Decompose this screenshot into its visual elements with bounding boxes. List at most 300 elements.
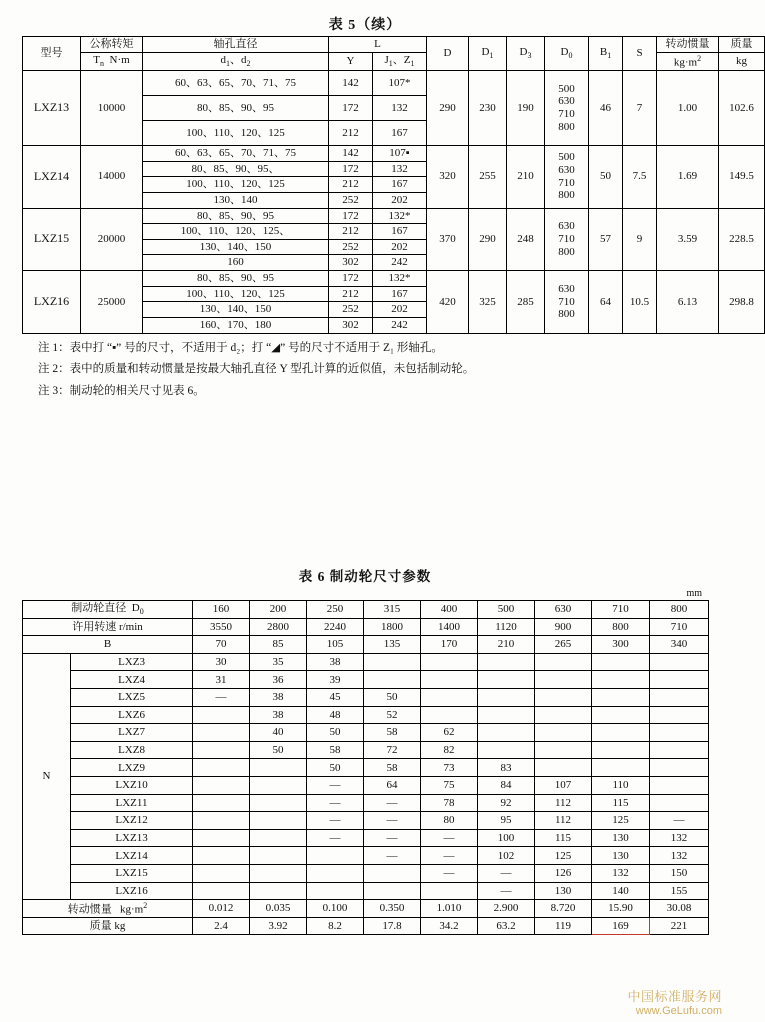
- table6-row-diameter: [23, 601, 709, 619]
- watermark-line-1: 中国标准服务网: [627, 989, 722, 1005]
- cell-torque: 14000: [81, 145, 143, 208]
- cell-N: 64: [364, 776, 421, 794]
- cell-mass-highlighted: 169: [592, 917, 650, 935]
- table-row: [23, 882, 709, 900]
- cell-L-J1Z1: 202: [373, 239, 427, 255]
- cell-N: 48: [307, 706, 364, 724]
- cell-N: [193, 812, 250, 830]
- cell-B1: 57: [589, 208, 623, 271]
- table-row: [23, 724, 709, 742]
- th-D0: $D_0$: [545, 37, 589, 71]
- cell-diameter: 710: [592, 601, 650, 619]
- th-model: 型号: [23, 37, 81, 71]
- cell-N: [250, 794, 307, 812]
- d0-value: 800: [558, 189, 575, 202]
- cell-L-J1Z1: 202: [373, 302, 427, 318]
- cell-D3: 248: [507, 208, 545, 271]
- cell-bore: 100、110、120、125: [143, 177, 329, 193]
- table5: [22, 36, 765, 334]
- cell-L-Y: 142: [329, 70, 373, 95]
- th-S: S: [623, 37, 657, 71]
- cell-diameter: 315: [364, 601, 421, 619]
- cell-N: [535, 724, 592, 742]
- table6-row-inertia: [23, 900, 709, 918]
- cell-N: 38: [307, 653, 364, 671]
- cell-mass: 8.2: [307, 917, 364, 935]
- cell-L-J1Z1: 107▪: [373, 145, 427, 161]
- cell-N: 115: [592, 794, 650, 812]
- cell-N: [421, 882, 478, 900]
- cell-L-Y: 302: [329, 255, 373, 271]
- cell-D3: 210: [507, 145, 545, 208]
- d0-value: 630: [558, 282, 575, 295]
- cell-N: 107: [535, 776, 592, 794]
- th-inertia-2: $kg\cdot m^2$: [657, 52, 719, 70]
- cell-N: [592, 724, 650, 742]
- cell-N: [421, 688, 478, 706]
- cell-N: 31: [193, 671, 250, 689]
- cell-mass: 63.2: [478, 917, 535, 935]
- table-row: [23, 145, 765, 161]
- cell-N: —: [307, 812, 364, 830]
- cell-L-Y: 212: [329, 286, 373, 302]
- table6-title-wrap: [0, 565, 730, 585]
- cell-N: [650, 653, 709, 671]
- cell-N: 73: [421, 759, 478, 777]
- cell-B1: 46: [589, 70, 623, 145]
- cell-speed: 2800: [250, 618, 307, 636]
- cell-speed: 1400: [421, 618, 478, 636]
- cell-B: 210: [478, 636, 535, 654]
- th-mass-1: 质量: [719, 37, 765, 53]
- table6-wrapper: [22, 600, 708, 935]
- cell-N: [650, 776, 709, 794]
- table6-unit: mm: [686, 588, 702, 599]
- cell-model: LXZ4: [71, 671, 193, 689]
- cell-diameter: 160: [193, 601, 250, 619]
- cell-diameter: 200: [250, 601, 307, 619]
- cell-N: [535, 741, 592, 759]
- watermark-line-2: www.GeLufu.com: [635, 1004, 722, 1017]
- cell-N: 52: [364, 706, 421, 724]
- d0-value: 800: [558, 120, 575, 133]
- cell-N: 39: [307, 671, 364, 689]
- cell-model: LXZ10: [71, 776, 193, 794]
- cell-N: 82: [421, 741, 478, 759]
- cell-model: LXZ12: [71, 812, 193, 830]
- cell-N: 38: [250, 706, 307, 724]
- cell-N: 132: [592, 864, 650, 882]
- cell-diameter: 500: [478, 601, 535, 619]
- cell-B: 300: [592, 636, 650, 654]
- table-row: [23, 847, 709, 865]
- label-B: B: [23, 636, 193, 654]
- cell-N: [592, 653, 650, 671]
- cell-mass: 228.5: [719, 208, 765, 271]
- cell-N: 58: [307, 741, 364, 759]
- cell-N: 50: [307, 724, 364, 742]
- cell-N: [535, 653, 592, 671]
- cell-N: 45: [307, 688, 364, 706]
- th-D: D: [427, 37, 469, 71]
- cell-mass: 17.8: [364, 917, 421, 935]
- cell-N: 78: [421, 794, 478, 812]
- cell-bore: 100、110、120、125、: [143, 224, 329, 240]
- cell-N: 100: [478, 829, 535, 847]
- cell-N: [250, 776, 307, 794]
- cell-N: 38: [250, 688, 307, 706]
- cell-N: [307, 864, 364, 882]
- cell-L-J1Z1: 107*: [373, 70, 427, 95]
- cell-L-J1Z1: 132: [373, 161, 427, 177]
- table-row: [23, 812, 709, 830]
- th-torque-1: 公称转矩: [81, 37, 143, 53]
- cell-N: —: [307, 794, 364, 812]
- cell-N: 130: [592, 847, 650, 865]
- table6-row-B: [23, 636, 709, 654]
- cell-L-J1Z1: 167: [373, 120, 427, 145]
- cell-N: [650, 741, 709, 759]
- cell-N: [478, 741, 535, 759]
- cell-N: [193, 882, 250, 900]
- cell-model: LXZ14: [71, 847, 193, 865]
- cell-S: 10.5: [623, 271, 657, 334]
- th-inertia-1: 转动惯量: [657, 37, 719, 53]
- cell-S: 7.5: [623, 145, 657, 208]
- cell-L-Y: 252: [329, 302, 373, 318]
- cell-N: 125: [535, 847, 592, 865]
- table6-title: 表 6 制动轮尺寸参数: [298, 569, 432, 584]
- cell-N: 35: [250, 653, 307, 671]
- cell-inertia: 0.035: [250, 900, 307, 918]
- cell-L-J1Z1: 132: [373, 95, 427, 120]
- cell-N: 36: [250, 671, 307, 689]
- cell-N: 84: [478, 776, 535, 794]
- th-L: L: [329, 37, 427, 53]
- cell-N: 125: [592, 812, 650, 830]
- cell-N: [650, 688, 709, 706]
- watermark: [627, 989, 722, 1018]
- cell-L-Y: 172: [329, 95, 373, 120]
- cell-N: 50: [250, 741, 307, 759]
- cell-N: [592, 741, 650, 759]
- cell-diameter: 400: [421, 601, 478, 619]
- cell-N: —: [478, 882, 535, 900]
- cell-N: [193, 759, 250, 777]
- label-diameter: 制动轮直径 $D_0$: [23, 601, 193, 619]
- cell-N: [650, 671, 709, 689]
- cell-N: [592, 671, 650, 689]
- label-speed: 许用转速 r/min: [23, 618, 193, 636]
- cell-N: 75: [421, 776, 478, 794]
- d0-value: 500: [558, 82, 575, 95]
- cell-N: [650, 759, 709, 777]
- cell-D1: 255: [469, 145, 507, 208]
- table-row: [23, 864, 709, 882]
- cell-bore: 60、63、65、70、71、75: [143, 145, 329, 161]
- cell-S: 9: [623, 208, 657, 271]
- cell-L-Y: 252: [329, 239, 373, 255]
- th-bore-sub: $d_1$、$d_2$: [143, 52, 329, 70]
- cell-N: 83: [478, 759, 535, 777]
- cell-model: LXZ6: [71, 706, 193, 724]
- cell-N: [364, 882, 421, 900]
- cell-N: [307, 882, 364, 900]
- cell-N: [478, 671, 535, 689]
- cell-inertia: 0.012: [193, 900, 250, 918]
- d0-value: 710: [558, 232, 575, 245]
- cell-N: [650, 794, 709, 812]
- cell-inertia: 1.00: [657, 70, 719, 145]
- cell-bore: 100、110、120、125: [143, 286, 329, 302]
- cell-D: 370: [427, 208, 469, 271]
- cell-N: 130: [592, 829, 650, 847]
- cell-N: —: [364, 794, 421, 812]
- cell-model: LXZ16: [71, 882, 193, 900]
- cell-L-Y: 212: [329, 224, 373, 240]
- cell-speed: 1800: [364, 618, 421, 636]
- cell-N: 102: [478, 847, 535, 865]
- cell-D0: [545, 208, 589, 271]
- cell-D1: 230: [469, 70, 507, 145]
- cell-B: 85: [250, 636, 307, 654]
- cell-N: 50: [307, 759, 364, 777]
- th-torque-2: $T_n$ N·m: [81, 52, 143, 70]
- cell-inertia: 30.08: [650, 900, 709, 918]
- cell-D1: 290: [469, 208, 507, 271]
- table-row: [23, 759, 709, 777]
- table5-title: 表 5（续）: [328, 18, 402, 33]
- cell-N: 130: [535, 882, 592, 900]
- cell-inertia: 1.69: [657, 145, 719, 208]
- cell-inertia: 0.350: [364, 900, 421, 918]
- cell-mass: 221: [650, 917, 709, 935]
- d0-value: 710: [558, 176, 575, 189]
- cell-speed: 800: [592, 618, 650, 636]
- cell-N: —: [421, 847, 478, 865]
- cell-bore: 160: [143, 255, 329, 271]
- table-row: [23, 70, 765, 95]
- cell-N: —: [193, 688, 250, 706]
- th-bore: 轴孔直径: [143, 37, 329, 53]
- cell-inertia: 6.13: [657, 271, 719, 334]
- cell-speed: 1120: [478, 618, 535, 636]
- cell-N: 110: [592, 776, 650, 794]
- cell-N: [250, 829, 307, 847]
- cell-N: 58: [364, 724, 421, 742]
- cell-speed: 3550: [193, 618, 250, 636]
- cell-model: LXZ15: [71, 864, 193, 882]
- table-row: [23, 794, 709, 812]
- cell-B: 70: [193, 636, 250, 654]
- cell-inertia: 15.90: [592, 900, 650, 918]
- cell-speed: 2240: [307, 618, 364, 636]
- cell-L-J1Z1: 242: [373, 255, 427, 271]
- d0-value: 630: [558, 164, 575, 177]
- cell-N: [650, 706, 709, 724]
- cell-L-Y: 212: [329, 177, 373, 193]
- cell-model: LXZ11: [71, 794, 193, 812]
- d0-value: 630: [558, 95, 575, 108]
- cell-L-J1Z1: 132*: [373, 208, 427, 224]
- cell-L-J1Z1: 167: [373, 177, 427, 193]
- cell-N: 132: [650, 847, 709, 865]
- cell-N: [421, 671, 478, 689]
- cell-N: —: [307, 776, 364, 794]
- cell-N: [250, 812, 307, 830]
- cell-B: 265: [535, 636, 592, 654]
- cell-torque: 20000: [81, 208, 143, 271]
- cell-diameter: 630: [535, 601, 592, 619]
- cell-N: 72: [364, 741, 421, 759]
- cell-N: 58: [364, 759, 421, 777]
- cell-L-Y: 172: [329, 161, 373, 177]
- cell-N: —: [421, 864, 478, 882]
- cell-mass: 2.4: [193, 917, 250, 935]
- cell-L-Y: 302: [329, 317, 373, 333]
- cell-inertia: 0.100: [307, 900, 364, 918]
- cell-D3: 190: [507, 70, 545, 145]
- cell-D0: [545, 70, 589, 145]
- cell-N: 150: [650, 864, 709, 882]
- th-L-Y: Y: [329, 52, 373, 70]
- cell-N: —: [364, 812, 421, 830]
- cell-N: 92: [478, 794, 535, 812]
- cell-D3: 285: [507, 271, 545, 334]
- cell-model: LXZ13: [71, 829, 193, 847]
- cell-L-Y: 142: [329, 145, 373, 161]
- cell-L-J1Z1: 167: [373, 286, 427, 302]
- cell-inertia: 8.720: [535, 900, 592, 918]
- cell-N: [193, 776, 250, 794]
- cell-N: [193, 741, 250, 759]
- cell-N: [364, 671, 421, 689]
- cell-N: [421, 653, 478, 671]
- cell-N: 80: [421, 812, 478, 830]
- table6-row-speed: [23, 618, 709, 636]
- cell-L-Y: 252: [329, 192, 373, 208]
- cell-mass: 34.2: [421, 917, 478, 935]
- cell-N: [535, 706, 592, 724]
- note-2: 注 2：表中的质量和转动惯量是按最大轴孔直径 Y 型孔计算的近似值，未包括制动轮。: [38, 363, 475, 376]
- cell-N: [478, 653, 535, 671]
- cell-torque: 25000: [81, 271, 143, 334]
- cell-N: [592, 688, 650, 706]
- cell-D: 420: [427, 271, 469, 334]
- cell-D: 290: [427, 70, 469, 145]
- cell-L-J1Z1: 132*: [373, 271, 427, 287]
- cell-N: [193, 847, 250, 865]
- label-N: N: [23, 653, 71, 899]
- th-mass-2: kg: [719, 52, 765, 70]
- table6-row-mass: [23, 917, 709, 935]
- cell-N: [478, 724, 535, 742]
- th-D1: $D_1$: [469, 37, 507, 71]
- table5-wrapper: [22, 36, 754, 403]
- d0-value: 710: [558, 107, 575, 120]
- table-row: [23, 741, 709, 759]
- cell-N: [592, 759, 650, 777]
- cell-N: 62: [421, 724, 478, 742]
- th-D3: $D_3$: [507, 37, 545, 71]
- cell-inertia: 2.900: [478, 900, 535, 918]
- cell-N: —: [421, 829, 478, 847]
- cell-B1: 50: [589, 145, 623, 208]
- cell-N: 155: [650, 882, 709, 900]
- table6: [22, 600, 709, 935]
- cell-N: [650, 724, 709, 742]
- cell-N: 30: [193, 653, 250, 671]
- cell-model: LXZ3: [71, 653, 193, 671]
- cell-B: 170: [421, 636, 478, 654]
- cell-mass: 3.92: [250, 917, 307, 935]
- cell-bore: 130、140、150: [143, 239, 329, 255]
- d0-value: 630: [558, 220, 575, 233]
- cell-mass: 102.6: [719, 70, 765, 145]
- cell-speed: 900: [535, 618, 592, 636]
- cell-B: 340: [650, 636, 709, 654]
- cell-N: 126: [535, 864, 592, 882]
- d0-value: 710: [558, 295, 575, 308]
- cell-speed: 710: [650, 618, 709, 636]
- cell-N: [364, 864, 421, 882]
- th-L-J1Z1: $J_1$、$Z_1$: [373, 52, 427, 70]
- cell-N: —: [364, 847, 421, 865]
- cell-N: 95: [478, 812, 535, 830]
- cell-L-Y: 172: [329, 208, 373, 224]
- cell-model: LXZ5: [71, 688, 193, 706]
- cell-N: 40: [250, 724, 307, 742]
- note-3: 注 3：制动轮的相关尺寸见表 6。: [38, 385, 205, 398]
- cell-N: [364, 653, 421, 671]
- cell-N: [535, 688, 592, 706]
- d0-value: 800: [558, 245, 575, 258]
- cell-B1: 64: [589, 271, 623, 334]
- note-1: 注 1：表中打 “▪” 号的尺寸，不适用于 d₂；打 “◢” 号的尺寸不适用于 Z₁ 形轴孔。: [38, 341, 443, 354]
- cell-N: 115: [535, 829, 592, 847]
- cell-N: 112: [535, 794, 592, 812]
- cell-D0: [545, 145, 589, 208]
- cell-N: [592, 706, 650, 724]
- cell-D1: 325: [469, 271, 507, 334]
- cell-model: LXZ8: [71, 741, 193, 759]
- cell-N: —: [307, 829, 364, 847]
- cell-L-J1Z1: 202: [373, 192, 427, 208]
- th-B1: $B_1$: [589, 37, 623, 71]
- cell-model: LXZ7: [71, 724, 193, 742]
- cell-bore: 130、140: [143, 192, 329, 208]
- table5-notes: [22, 334, 708, 404]
- cell-N: [421, 706, 478, 724]
- cell-N: [478, 688, 535, 706]
- cell-inertia: 3.59: [657, 208, 719, 271]
- cell-N: —: [650, 812, 709, 830]
- cell-N: 50: [364, 688, 421, 706]
- cell-N: [307, 847, 364, 865]
- table-row: [23, 653, 709, 671]
- cell-bore: 130、140、150: [143, 302, 329, 318]
- cell-D0: [545, 271, 589, 334]
- cell-bore: 60、63、65、70、71、75: [143, 70, 329, 95]
- label-mass: 质量 kg: [23, 917, 193, 935]
- cell-model: LXZ15: [23, 208, 81, 271]
- cell-mass: 149.5: [719, 145, 765, 208]
- cell-model: LXZ16: [23, 271, 81, 334]
- cell-N: [250, 882, 307, 900]
- cell-B: 135: [364, 636, 421, 654]
- cell-bore: 160、170、180: [143, 317, 329, 333]
- cell-N: [478, 706, 535, 724]
